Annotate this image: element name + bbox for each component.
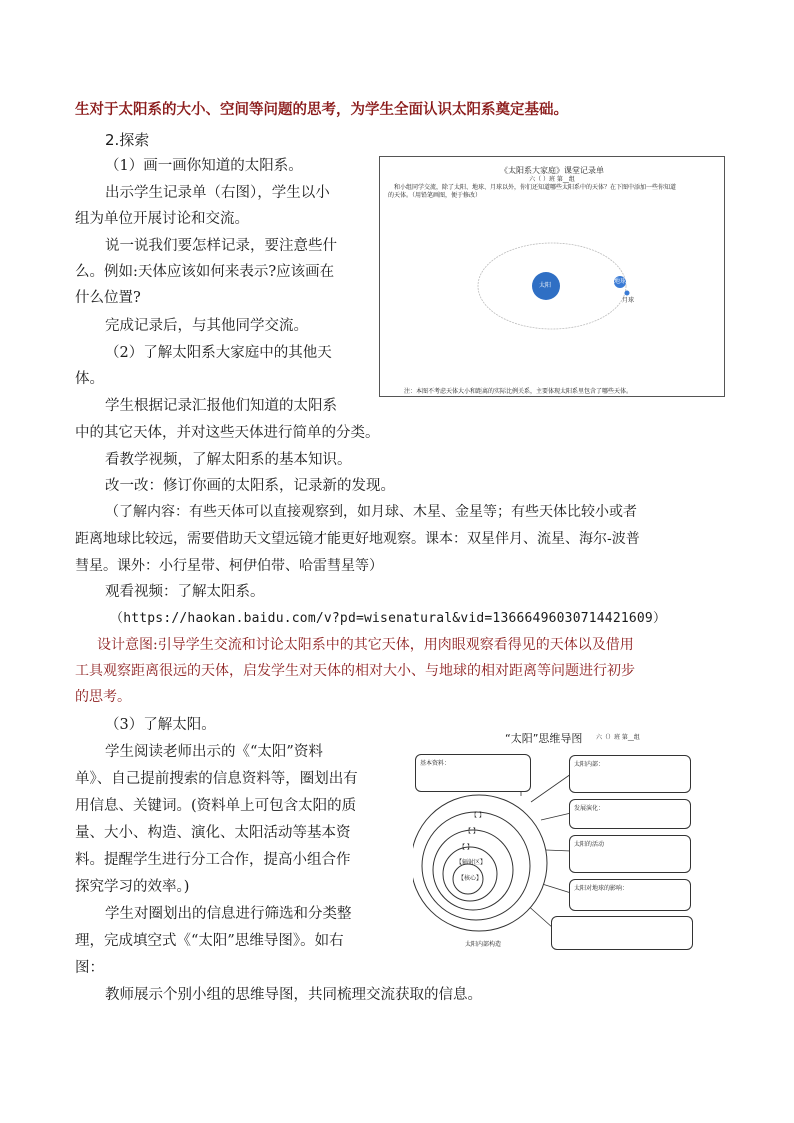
ring-label-radiation: 【辐射区】 <box>456 859 487 866</box>
moon-circle <box>625 291 630 296</box>
box-evolution <box>569 799 691 829</box>
connector-activity <box>546 850 571 851</box>
mind-map-subtitle: 六（）班 第__组 <box>596 734 640 741</box>
ring-label-core: 【核心】 <box>458 875 483 882</box>
record-sheet-subtitle: 六（ ）班 第__组 <box>529 176 575 183</box>
box-activity-label: 太阳的活动 <box>574 841 605 848</box>
step2-title-line1: （2）了解太阳系大家庭中的其他天 <box>105 345 332 361</box>
step3-p2-line1: 学生对圈划出的信息进行筛选和分类整 <box>105 906 352 922</box>
step1-p2-line3: 什么位置? <box>75 290 141 306</box>
step3-p2-line2: 理，完成填空式《“太阳”思维导图》。如右 <box>75 933 344 949</box>
design-intent-line2: 工具观察距离很远的天体，启发学生对天体的相对大小、与地球的相对距离等问题进行初步 <box>75 663 635 679</box>
ring-label-outer: 【 】 <box>471 812 485 819</box>
step2-p4-line3: 彗星。课外：小行星带、柯伊伯带、哈雷彗星等） <box>75 558 383 574</box>
mind-map-title: “太阳”思维导图 <box>505 732 583 745</box>
step3-p1-line3: 用信息、关键词。(资料单上可包含太阳的质 <box>75 798 357 814</box>
step2-p1-line1: 学生根据记录汇报他们知道的太阳系 <box>105 398 337 414</box>
step3-p1-line5: 料。提醒学生进行分工合作，提高小组合作 <box>75 852 351 868</box>
step1-p1-line2: 组为单位开展讨论和交流。 <box>75 211 249 227</box>
step3-p1-line2: 单》、自己提前搜索的信息资料等，圈划出有 <box>75 771 358 787</box>
design-intent-line1: 设计意图:引导学生交流和讨论太阳系中的其它天体，用肉眼观察看得见的天体以及借用 <box>97 637 634 653</box>
box-effect <box>569 879 691 911</box>
step2-p1-line2: 中的其它天体，并对这些天体进行简单的分类。 <box>75 425 380 441</box>
moon-label: 月球 <box>622 297 635 304</box>
ring-label-3: 【 】 <box>459 844 473 851</box>
step1-p2-line1: 说一说我们要怎样记录，要注意些什 <box>105 238 337 254</box>
step3-title: （3）了解太阳。 <box>105 717 216 733</box>
step2-p3: 改一改：修订你画的太阳系，记录新的发现。 <box>105 478 395 494</box>
mind-map-caption: 太阳内部构造 <box>465 941 502 948</box>
box-extra <box>551 916 693 950</box>
section-heading: 2.探索 <box>105 131 150 149</box>
record-sheet-title: 《太阳系大家庭》课堂记录单 <box>500 166 604 175</box>
step2-p4-line1: （了解内容：有些天体可以直接观察到，如月球、木星、金星等；有些天体比较小或者 <box>105 504 637 520</box>
solar-system-drawing <box>380 157 726 398</box>
step2-p4-line2: 距离地球比较远，需要借助天文望远镜才能更好地观察。课本：双星伴月、流星、海尔-波普 <box>75 531 640 547</box>
box-basic-info <box>415 754 531 792</box>
record-sheet-instruction-2: 的天体。（用铅笔画图，便于修改） <box>388 192 482 199</box>
step3-p3: 教师展示个别小组的思维导图，共同梳理交流获取的信息。 <box>105 987 482 1003</box>
box-activity <box>569 835 691 873</box>
box-sun-inner <box>569 755 691 793</box>
step1-title: （1）画一画你知道的太阳系。 <box>105 158 303 174</box>
connector-evolution <box>541 813 571 820</box>
box-basic-label: 基本资料： <box>420 760 451 767</box>
video-url[interactable]: （https://haokan.baidu.com/v?pd=wisenatural&vid=13666496030714421609） <box>110 611 667 626</box>
box-inner-label: 太阳内部： <box>574 761 605 768</box>
step2-title-line2: 体。 <box>75 371 104 387</box>
step3-p2-line3: 图： <box>75 960 104 976</box>
step1-p3: 完成记录后，与其他同学交流。 <box>105 318 308 334</box>
step2-p2: 看教学视频，了解太阳系的基本知识。 <box>105 452 352 468</box>
step3-p1-line4: 量、大小、构造、演化、太阳活动等基本资 <box>75 825 351 841</box>
step2-p5: 观看视频：了解太阳系。 <box>105 584 265 600</box>
box-effect-label: 太阳对地球的影响： <box>574 885 629 892</box>
step1-p2-line2: 么。例如:天体应该如何来表示?应该画在 <box>75 264 335 280</box>
record-sheet-figure <box>379 156 725 397</box>
step1-p1-line1: 出示学生记录单（右图），学生以小 <box>105 185 330 201</box>
intro-paragraph: 生对于太阳系的大小、空间等问题的思考，为学生全面认识太阳系奠定基础。 <box>75 101 568 118</box>
sun-mind-map <box>413 728 703 956</box>
record-sheet-instruction-1: 和小组同学交流，除了太阳、地球、月球以外，你们还知道哪些太阳系中的天体？在下图中添加一些你知道 <box>394 184 677 191</box>
design-intent-line3: 的思考。 <box>75 689 131 705</box>
sun-label: 太阳 <box>539 282 552 289</box>
step3-p1-line1: 学生阅读老师出示的《“太阳”资料 <box>105 744 323 760</box>
ring-label-2: 【 】 <box>465 828 479 835</box>
step3-p1-line6: 探究学习的效率。) <box>75 879 190 895</box>
box-evolution-label: 发展演化： <box>574 805 605 812</box>
record-sheet-note: 注：本图不考虑天体大小和距离的实际比例关系，主要体现太阳系里包含了哪些天体。 <box>404 388 633 395</box>
earth-label: 地球 <box>614 278 627 285</box>
connector-inner <box>531 774 571 802</box>
